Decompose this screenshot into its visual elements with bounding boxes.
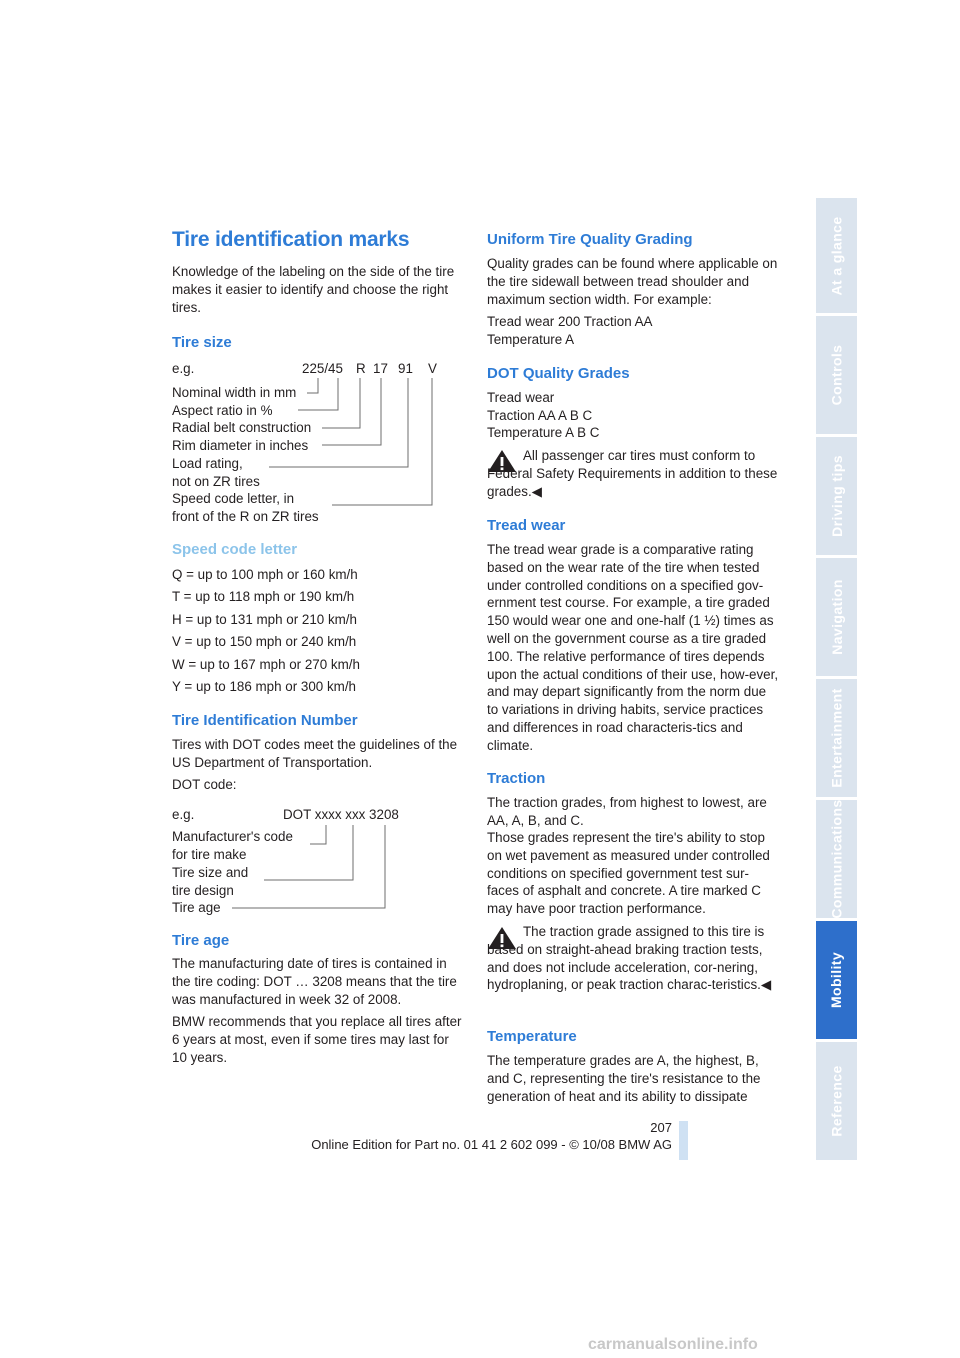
temperature-text: The temperature grades are A, the highest, B, and C, representing the tire's resistance to the generation of heat and its ability to dissipate [487, 1053, 761, 1104]
footer-text: Online Edition for Part no. 01 41 2 602 099 - © 10/08 BMW AG [311, 1137, 672, 1152]
speed-w: W = up to 167 mph or 270 km/h [172, 657, 360, 672]
tire-size-code-speed: V [428, 361, 437, 376]
label-radial-belt: Radial belt construction [172, 420, 312, 435]
tread-wear-text: The tread wear grade is a comparative rating based on the wear rate of the tire when tested under controlled conditions on a specified gov-ernment test course. For example, a tire graded 150 would wear one and one-half (1 ½) times as well on the government course as a tire graded 100. The relative performance of tires depends upon the actual conditions of their use, how-ever, and may depart significantly from the norm due to variations in driving habits, service practices and differences in road characteris-tics and climate. [487, 542, 779, 753]
dot-code-example: DOT xxxx xxx 3208 [283, 807, 399, 822]
label-front-of-r: front of the R on ZR tires [172, 509, 319, 524]
dot-warning-text: All passenger car tires must conform to Federal Safety Requirements in addition to these grades.◀ [487, 448, 778, 499]
dot-leader-lines [172, 0, 464, 920]
traction-text-2: Those grades represent the tire's ability to stop on wet pavement as measured under controlled conditions on specified government test sur-faces of asphalt and concrete. A tire marked C may have poor traction performance. [487, 830, 770, 917]
label-not-zr: not on ZR tires [172, 474, 260, 489]
tire-age-text-2: BMW recommends that you replace all tires after 6 years at most, even if some tires may last for 10 years. [172, 1014, 462, 1065]
tire-size-code-load: 91 [398, 361, 413, 376]
traction-text-1: The traction grades, from highest to lowest, are AA, A, B, and C. [487, 795, 767, 828]
heading-tire-size: Tire size [172, 334, 232, 351]
label-tire-design: tire design [172, 883, 234, 898]
dot-quality-traction: Traction AA A B C [487, 408, 593, 423]
utqg-example-1: Tread wear 200 Traction AA [487, 314, 653, 329]
dot-quality-temperature: Temperature A B C [487, 425, 600, 440]
traction-warning-text: The traction grade assigned to this tire is based on straight-ahead braking traction tests, and does not include acceleration, cor-nering, hydroplaning, or peak traction charac-teristics.◀ [487, 924, 772, 993]
label-nominal-width: Nominal width in mm [172, 385, 297, 400]
heading-traction: Traction [487, 770, 546, 787]
label-load-rating: Load rating, [172, 456, 243, 471]
page-title: Tire identification marks [172, 228, 410, 251]
tire-size-eg: e.g. [172, 361, 195, 376]
footer-bar [679, 1121, 688, 1160]
label-manufacturer: Manufacturer's code [172, 829, 293, 844]
heading-utqg: Uniform Tire Quality Grading [487, 231, 693, 248]
tire-size-code-width: 225/45 [302, 361, 343, 376]
tab-navigation[interactable]: Navigation [816, 558, 857, 676]
label-tire-make: for tire make [172, 847, 247, 862]
label-rim-diameter: Rim diameter in inches [172, 438, 309, 453]
tire-size-code-rim: 17 [373, 361, 388, 376]
heading-tread-wear: Tread wear [487, 517, 566, 534]
tab-driving-tips[interactable]: Driving tips [816, 437, 857, 555]
label-tire-size: Tire size and [172, 865, 249, 880]
utqg-example-2: Temperature A [487, 332, 575, 347]
page-number: 207 [650, 1120, 672, 1135]
tin-dot-code: DOT code: [172, 777, 237, 792]
tab-communications[interactable]: Communications [816, 800, 857, 918]
label-tire-age: Tire age [172, 900, 221, 915]
tab-at-a-glance[interactable]: At a glance [816, 198, 857, 313]
dot-eg: e.g. [172, 807, 195, 822]
speed-v: V = up to 150 mph or 240 km/h [172, 634, 357, 649]
utqg-text: Quality grades can be found where applicable on the tire sidewall between tread shoulder and maximum section width. For example: [487, 256, 778, 307]
tin-text: Tires with DOT codes meet the guidelines of the US Department of Transportation. [172, 737, 458, 770]
speed-t: T = up to 118 mph or 190 km/h [172, 589, 355, 604]
heading-temperature: Temperature [487, 1028, 577, 1045]
speed-q: Q = up to 100 mph or 160 km/h [172, 567, 358, 582]
label-aspect-ratio: Aspect ratio in % [172, 403, 273, 418]
tire-age-text-1: The manufacturing date of tires is contained in the tire coding: DOT … 3208 means that the tire was manufactured in week 32 of 2008. [172, 956, 457, 1007]
speed-h: H = up to 131 mph or 210 km/h [172, 612, 357, 627]
watermark: carmanualsonline.info [588, 1336, 758, 1353]
heading-dot-quality: DOT Quality Grades [487, 365, 630, 382]
label-speed-code: Speed code letter, in [172, 491, 295, 506]
intro-text: Knowledge of the labeling on the side of the tire makes it easier to identify and choose the right tires. [172, 264, 455, 315]
tire-size-code-r: R [356, 361, 366, 376]
heading-tin: Tire Identification Number [172, 712, 358, 729]
speed-y: Y = up to 186 mph or 300 km/h [172, 679, 356, 694]
tab-entertainment[interactable]: Entertainment [816, 679, 857, 797]
tab-controls[interactable]: Controls [816, 316, 857, 434]
dot-quality-tread: Tread wear [487, 390, 555, 405]
heading-speed-code: Speed code letter [172, 541, 298, 558]
tab-reference[interactable]: Reference [816, 1042, 857, 1160]
tab-mobility[interactable]: Mobility [816, 921, 857, 1039]
heading-tire-age: Tire age [172, 932, 230, 949]
